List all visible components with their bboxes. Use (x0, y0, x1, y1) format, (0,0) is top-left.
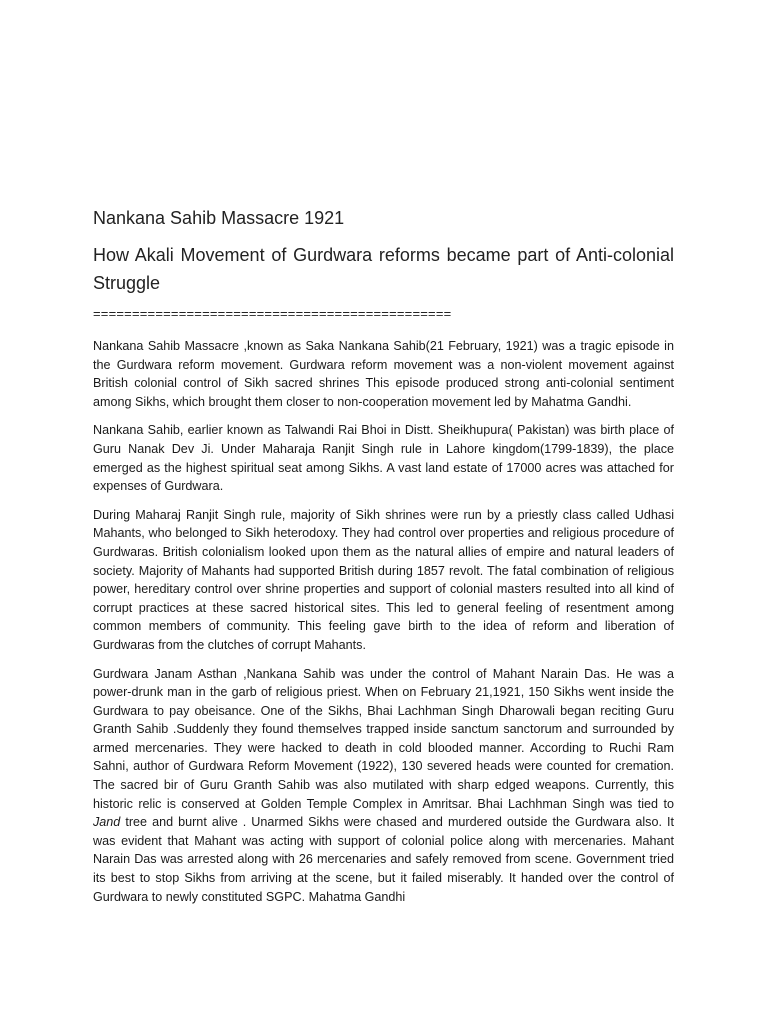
document-title: Nankana Sahib Massacre 1921 (93, 208, 345, 228)
paragraph-nankana-sahib: Nankana Sahib, earlier known as Talwandi Rai Bhoi in Distt. Sheikhupura( Pakistan) was birth place of Guru Nanak Dev Ji. Under Maharaja Ranjit Singh rule in Lahore kingdom(1799-1839), the place emerged as the highest spiritual seat among Sikhs. A vast land estate of 17000 acres was attached for expenses of Gurdwara. (93, 423, 674, 494)
paragraph-mahants: During Maharaj Ranjit Singh rule, majority of Sikh shrines were run by a priestly class called Udhasi Mahants, who belonged to Sikh heterodoxy. They had control over properties and religious procedure of Gurdwaras. British colonialism looked upon them as the natural allies of empire and natural leaders of society. Majority of Mahants had supported British during 1857 revolt. The fatal combination of religious power, hereditary control over shrine properties and support of colonial masters resulted into all kind of corrupt practices at these sacred historical sites. This led to general feeling of resentment among common members of community. This feeling gave birth to the idea of reform and liberation of Gurdwaras from the clutches of corrupt Mahants. (93, 507, 674, 652)
paragraph-massacre-text-b: tree and burnt alive . Unarmed Sikhs were chased and murdered outside the Gurdwara also. It was evident that Mahant was acting with support of colonial police along with mercenaries. Mahant Narain Das was arrested along with 26 mercenaries and safely removed from scene. Government tried its best to stop Sikhs from arriving at the scene, but it failed miserably. It handed over the control of Gurdwara to newly constituted SGPC. Mahatma Gandhi (93, 815, 674, 904)
paragraph-massacre (93, 665, 674, 907)
divider-line: ============================================== (93, 306, 452, 321)
document-page (93, 205, 674, 916)
paragraph-massacre-italic: Jand (93, 815, 121, 830)
paragraph-intro: Nankana Sahib Massacre ,known as Saka Nankana Sahib(21 February, 1921) was a tragic episode in the Gurdwara reform movement. Gurdwara reform movement was a non-violent movement against British colonial control of Sikh sacred shrines This episode produced strong anti-colonial sentiment among Sikhs, which brought them closer to non-cooperation movement led by Mahatma Gandhi. (93, 339, 674, 409)
document-subtitle: How Akali Movement of Gurdwara reforms became part of Anti-colonial Struggle (93, 245, 674, 293)
paragraph-massacre-text-a: Gurdwara Janam Asthan ,Nankana Sahib was under the control of Mahant Narain Das. He was a power-drunk man in the garb of religious priest. When on February 21,1921, 150 Sikhs went inside the Gurdwara to pay obeisance. One of the Sikhs, Bhai Lachhman Singh Dharowali began reciting Guru Granth Sahib .Suddenly they found themselves trapped inside sanctum sanctorum and surrounded by armed mercenaries. They were hacked to death in cold blooded manner. According to Ruchi Ram Sahni, author of Gurdwara Reform Movement (1922), 130 severed heads were counted for cremation. The sacred bir of Guru Granth Sahib was also mutilated with sharp edged weapons. Currently, this historic relic is conserved at Golden Temple Complex in Amritsar. Bhai Lachhman Singh was tied to (93, 666, 674, 811)
